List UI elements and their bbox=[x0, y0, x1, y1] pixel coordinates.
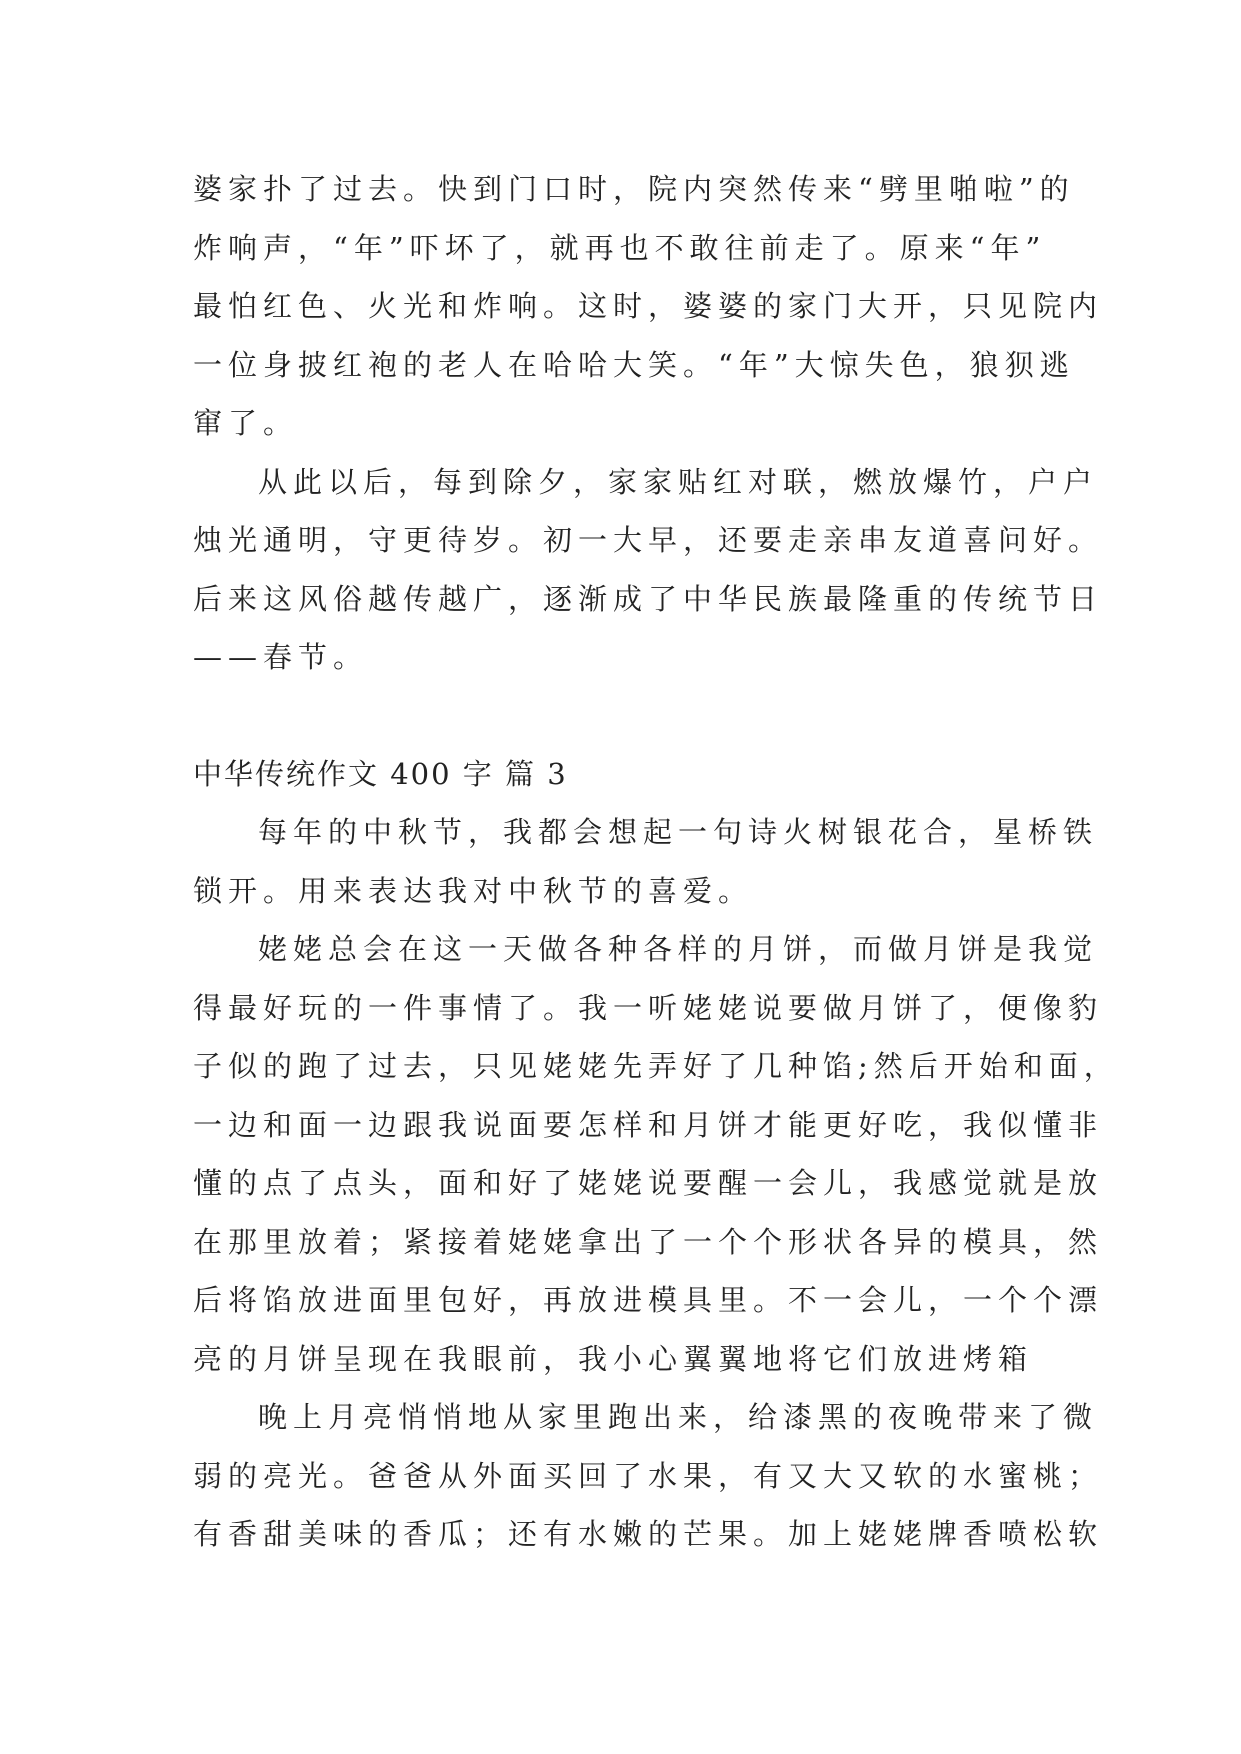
text-line: 窜了。 bbox=[193, 406, 299, 440]
text-line: 最怕红色、火光和炸响。这时，婆婆的家门大开，只见院内 bbox=[193, 289, 1104, 323]
text-line: 一位身披红袍的老人在哈哈大笑。“年”大惊失色，狼狈逃 bbox=[193, 347, 1075, 382]
text-line: 子似的跑了过去，只见姥姥先弄好了几种馅;然后开始和面， bbox=[193, 1049, 1119, 1083]
text-line: 在那里放着；紧接着姥姥拿出了一个个形状各异的模具，然 bbox=[193, 1224, 1104, 1259]
text-line: 懂的点了点头，面和好了姥姥说要醒一会儿，我感觉就是放 bbox=[193, 1166, 1104, 1200]
paragraph-start: 晚上月亮悄悄地从家里跑出来，给漆黑的夜晚带来了微 bbox=[258, 1400, 1099, 1434]
paragraph-start: 姥姥总会在这一天做各种各样的月饼，而做月饼是我觉 bbox=[258, 932, 1099, 966]
text-line: 锁开。用来表达我对中秋节的喜爱。 bbox=[193, 873, 754, 908]
text-line: ——春节。 bbox=[193, 640, 369, 674]
text-line: 烛光通明，守更待岁。初一大早，还要走亲串友道喜问好。 bbox=[193, 523, 1104, 557]
text-line: 得最好玩的一件事情了。我一听姥姥说要做月饼了，便像豹 bbox=[193, 990, 1104, 1025]
paragraph-start: 从此以后，每到除夕，家家贴红对联，燃放爆竹，户户 bbox=[258, 464, 1099, 499]
text-line: 后来这风俗越传越广，逐渐成了中华民族最隆重的传统节日 bbox=[193, 581, 1104, 616]
text-line: 婆家扑了过去。快到门口时，院内突然传来“劈里啪啦”的 bbox=[193, 172, 1075, 206]
text-line: 一边和面一边跟我说面要怎样和月饼才能更好吃，我似懂非 bbox=[193, 1107, 1104, 1142]
text-line: 弱的亮光。爸爸从外面买回了水果，有又大又软的水蜜桃； bbox=[193, 1458, 1104, 1493]
text-line: 炸响声，“年”吓坏了，就再也不敢往前走了。原来“年” bbox=[193, 230, 1047, 265]
text-line: 有香甜美味的香瓜；还有水嫩的芒果。加上姥姥牌香喷松软 bbox=[193, 1517, 1104, 1551]
text-line: 亮的月饼呈现在我眼前，我小心翼翼地将它们放进烤箱 bbox=[193, 1341, 1034, 1376]
text-line: 后将馅放进面里包好，再放进模具里。不一会儿，一个个漂 bbox=[193, 1283, 1104, 1317]
paragraph-start: 每年的中秋节，我都会想起一句诗火树银花合，星桥铁 bbox=[258, 815, 1099, 849]
document-body bbox=[193, 160, 1119, 1564]
section-heading: 中华传统作文 400 字 篇 3 bbox=[193, 756, 568, 791]
